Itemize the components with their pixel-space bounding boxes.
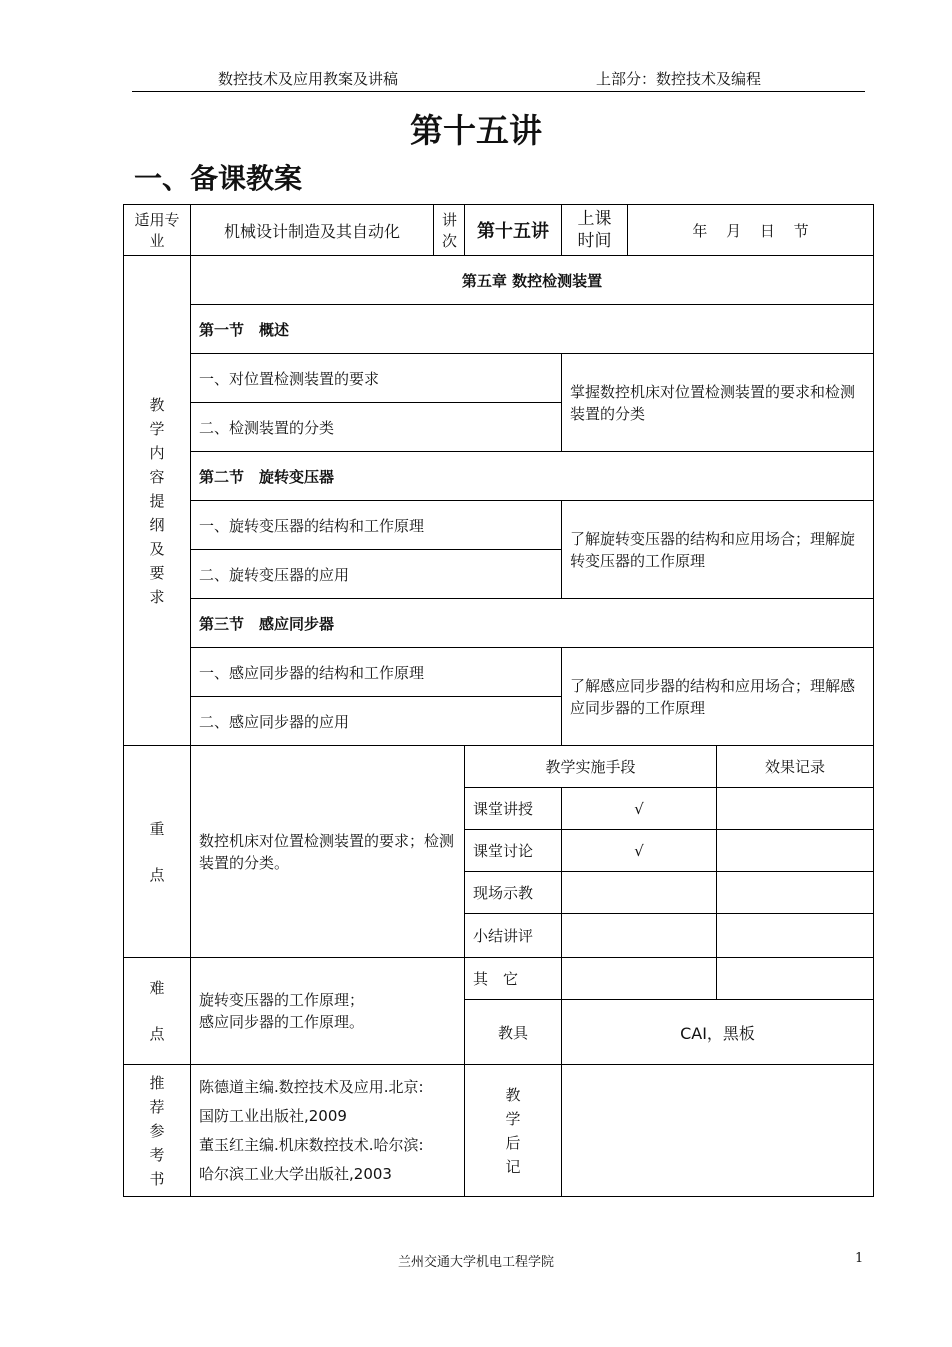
section-2-title: 第二节 旋转变压器 bbox=[191, 452, 874, 501]
references-content bbox=[191, 1065, 465, 1197]
section-2-item-2: 二、旋转变压器的应用 bbox=[191, 550, 562, 599]
section-2-item-1: 一、旋转变压器的结构和工作原理 bbox=[191, 501, 562, 550]
postscript-content bbox=[562, 1065, 874, 1197]
tools-value: CAI，黑板 bbox=[562, 1000, 874, 1065]
section-3-item-2: 二、感应同步器的应用 bbox=[191, 697, 562, 746]
reference-line: 哈尔滨工业大学出版社,2003 bbox=[199, 1164, 392, 1183]
difficulties-line: 感应同步器的工作原理。 bbox=[199, 1013, 365, 1031]
major-label: 适用专业 bbox=[124, 205, 191, 256]
header-right: 上部分：数控技术及编程 bbox=[596, 70, 762, 88]
class-date-field: 年 月 日 节 bbox=[628, 205, 874, 256]
effect-cell bbox=[717, 788, 874, 830]
outline-label-char: 提 bbox=[149, 491, 165, 510]
lesson-plan-table bbox=[123, 204, 874, 1197]
class-time-label-line1: 上课 bbox=[577, 209, 612, 229]
outline-label-char: 内 bbox=[149, 443, 165, 462]
effect-cell bbox=[717, 872, 874, 914]
outline-label-char: 要 bbox=[149, 563, 165, 582]
section-3-item-1: 一、感应同步器的结构和工作原理 bbox=[191, 648, 562, 697]
chapter-title: 第五章 数控检测装置 bbox=[191, 256, 874, 305]
session-label: 讲次 bbox=[434, 205, 465, 256]
class-time-label-line2: 时间 bbox=[577, 231, 612, 251]
references-label-char: 荐 bbox=[149, 1097, 165, 1116]
outline-label-char: 容 bbox=[149, 467, 165, 486]
method-label: 课堂讨论 bbox=[465, 830, 562, 872]
key-points-label-char: 重 bbox=[149, 819, 165, 838]
postscript-label-char: 记 bbox=[505, 1157, 521, 1176]
footer-institution: 兰州交通大学机电工程学院 bbox=[397, 1255, 554, 1270]
difficulties-label-char: 难 bbox=[149, 979, 165, 997]
references-label-char: 推 bbox=[149, 1073, 165, 1092]
references-label-char: 考 bbox=[149, 1145, 165, 1164]
section-heading: 一、备课教案 bbox=[134, 162, 303, 195]
session-value: 第十五讲 bbox=[465, 205, 562, 256]
section-1-item-2: 二、检测装置的分类 bbox=[191, 403, 562, 452]
reference-line: 国防工业出版社,2009 bbox=[199, 1106, 347, 1125]
method-mark bbox=[562, 914, 717, 958]
outline-label bbox=[124, 256, 191, 746]
outline-label-char: 纲 bbox=[149, 515, 165, 534]
key-points-label bbox=[124, 746, 191, 958]
key-points-content: 数控机床对位置检测装置的要求；检测装置的分类。 bbox=[191, 746, 465, 958]
key-points-label-char: 点 bbox=[149, 865, 165, 884]
postscript-label-char: 后 bbox=[505, 1133, 521, 1152]
methods-header: 教学实施手段 bbox=[465, 746, 717, 788]
difficulties-line: 旋转变压器的工作原理； bbox=[199, 991, 365, 1009]
references-label bbox=[124, 1065, 191, 1197]
header-rule bbox=[132, 91, 865, 92]
difficulties-label-char: 点 bbox=[149, 1025, 165, 1043]
method-label: 其 它 bbox=[465, 958, 562, 1000]
postscript-label-char: 学 bbox=[505, 1109, 521, 1128]
postscript-label bbox=[465, 1065, 562, 1197]
tools-label: 教具 bbox=[465, 1000, 562, 1065]
major-value: 机械设计制造及其自动化 bbox=[191, 205, 434, 256]
postscript-label-char: 教 bbox=[505, 1085, 521, 1104]
difficulties-label bbox=[124, 958, 191, 1065]
method-label: 课堂讲授 bbox=[465, 788, 562, 830]
references-label-char: 参 bbox=[149, 1121, 165, 1140]
method-mark bbox=[562, 958, 717, 1000]
outline-label-char: 学 bbox=[149, 419, 165, 438]
lecture-title: 第十五讲 bbox=[410, 111, 542, 150]
method-mark bbox=[562, 872, 717, 914]
outline-label-char: 及 bbox=[149, 539, 165, 558]
outline-label-char: 教 bbox=[149, 395, 165, 414]
method-label: 现场示教 bbox=[465, 872, 562, 914]
reference-line: 董玉红主编.机床数控技术.哈尔滨: bbox=[199, 1135, 424, 1154]
section-2-objective: 了解旋转变压器的结构和应用场合；理解旋转变压器的工作原理 bbox=[562, 501, 874, 599]
class-time-label bbox=[562, 205, 628, 256]
section-1-objective: 掌握数控机床对位置检测装置的要求和检测装置的分类 bbox=[562, 354, 874, 452]
references-label-char: 书 bbox=[149, 1169, 165, 1188]
method-mark: √ bbox=[562, 788, 717, 830]
effect-cell bbox=[717, 958, 874, 1000]
effect-cell bbox=[717, 830, 874, 872]
outline-label-char: 求 bbox=[149, 587, 165, 606]
info-row bbox=[124, 205, 874, 256]
section-3-objective: 了解感应同步器的结构和应用场合；理解感应同步器的工作原理 bbox=[562, 648, 874, 746]
difficulties-content bbox=[191, 958, 465, 1065]
section-1-title: 第一节 概述 bbox=[191, 305, 874, 354]
header-left: 数控技术及应用教案及讲稿 bbox=[218, 70, 399, 88]
effect-header: 效果记录 bbox=[717, 746, 874, 788]
section-1-item-1: 一、对位置检测装置的要求 bbox=[191, 354, 562, 403]
effect-cell bbox=[717, 914, 874, 958]
section-3-title: 第三节 感应同步器 bbox=[191, 599, 874, 648]
page-number: 1 bbox=[855, 1251, 864, 1266]
reference-line: 陈德道主编.数控技术及应用.北京: bbox=[199, 1077, 424, 1096]
method-mark: √ bbox=[562, 830, 717, 872]
method-label: 小结讲评 bbox=[465, 914, 562, 958]
